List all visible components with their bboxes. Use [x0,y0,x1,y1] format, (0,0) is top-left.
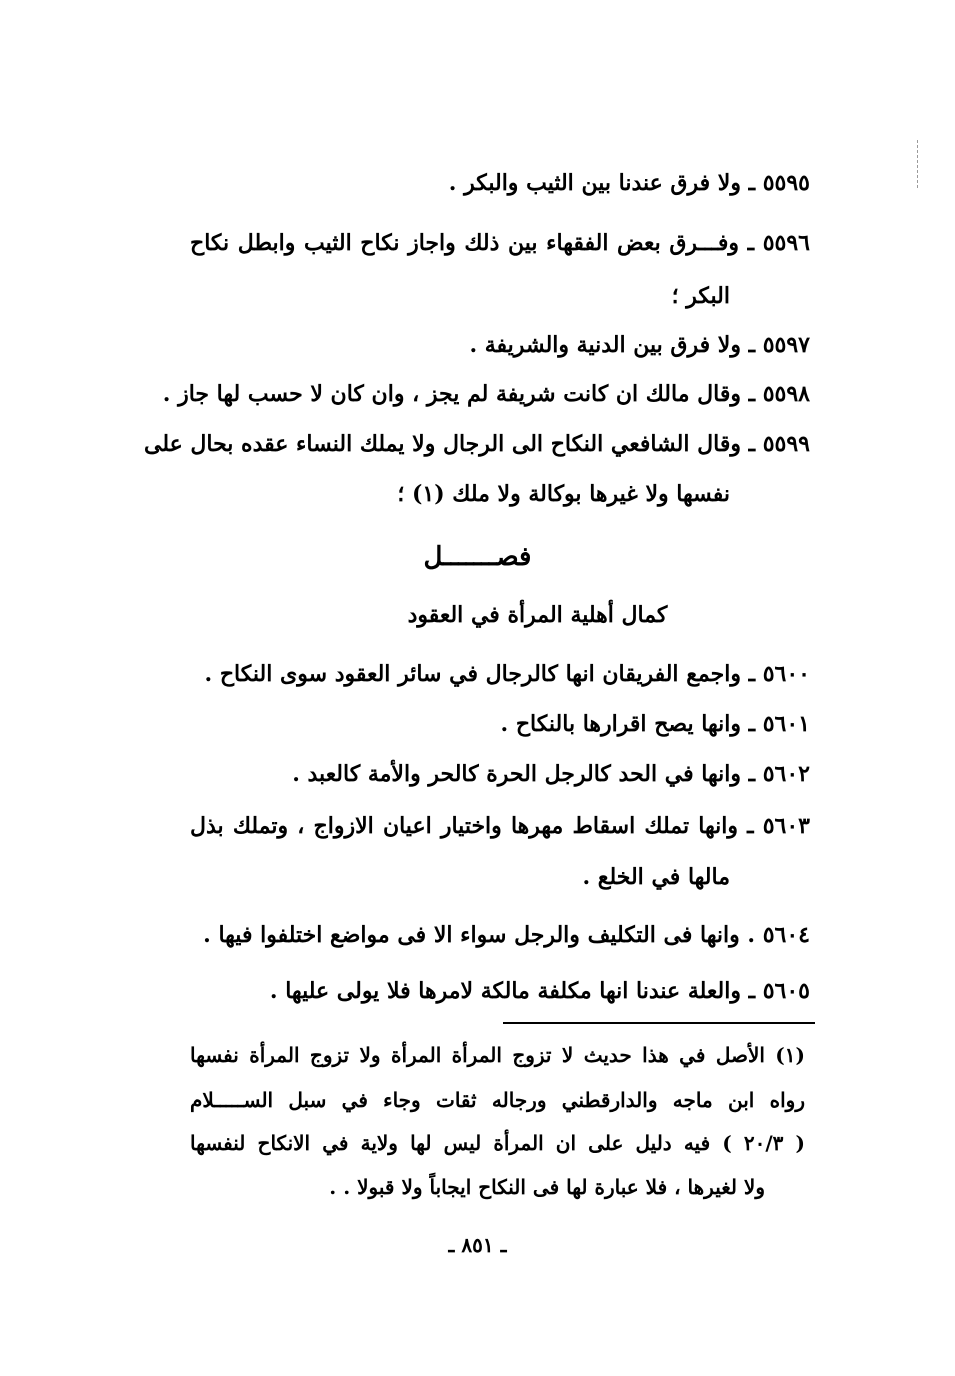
paragraph-5604: ٥٦٠٤ . وانها فى التكليف والرجل سواء الا فى مواضع اختلفوا فيها . [203,922,810,948]
paragraph-5605: ٥٦٠٥ ـ والعلة عندنا انها مكلفة مالكة لامرها فلا يولى عليها . [269,978,810,1004]
paragraph-5596-line-2: البكر ؛ [671,283,730,309]
paragraph-5598: ٥٥٩٨ ـ وقال مالك ان كانت شريفة لم يجز ، وان كان لا حسب لها جاز . [162,381,810,407]
scan-artifact-mark [917,140,918,188]
footnote-line-2: رواه ابن ماجه والدارقطني ورجاله ثقات وجاء في سبل الســـــلام [190,1088,805,1112]
footnote-line-1: (١) الأصل في هذا حديث لا تزوج المرأة المرأة ولا تزوج المرأة نفسها [190,1043,805,1067]
paragraph-5602: ٥٦٠٢ ـ وانها في الحد كالرجل الحرة كالحر والأمة كالعبد . [292,761,810,787]
footnote-line-3: ( ٢٠/٣ ) فيه دليل على ان المرأة ليس لها ولاية في الانكاح لنفسها [190,1131,805,1155]
paragraph-5601: ٥٦٠١ ـ وانها يصح اقرارها بالنكاح . [500,711,810,737]
footnote-line-4: ولا لغيرها ، فلا عبارة لها فى النكاح ايجاباً ولا قبولا . . [329,1175,765,1199]
paragraph-5597: ٥٥٩٧ ـ ولا فرق بين الدنية والشريفة . [469,332,810,358]
footnote-separator [503,1022,815,1024]
section-subheading: كمال أهلية المرأة في العقود [407,602,668,628]
paragraph-5599-line-2: نفسها ولا غيرها بوكالة ولا ملك (١) ؛ [397,481,730,507]
paragraph-5603-line-1: ٥٦٠٣ ـ وانها تملك اسقاط مهرها واختيار اعيان الازواج ، وتملك بذل [190,813,810,839]
paragraph-5595: ٥٥٩٥ ـ ولا فرق عندنا بين الثيب والبكر . [448,170,810,196]
paragraph-5600: ٥٦٠٠ ـ واجمع الفريقان انها كالرجال في سائر العقود سوى النكاح . [204,661,810,687]
paragraph-5599-line-1: ٥٥٩٩ ـ وقال الشافعي النكاح الى الرجال ولا يملك النساء عقده بحال على [143,431,810,457]
page-number: ـ ٨٥١ ـ [448,1233,507,1257]
paragraph-5603-line-2: مالها في الخلع . [582,864,730,890]
paragraph-5596-line-1: ٥٥٩٦ ـ وفـــرق بعض الفقهاء بين ذلك واجاز نكاح الثيب وابطل نكاح [190,230,810,256]
section-heading: فصـــــــل [423,542,532,572]
